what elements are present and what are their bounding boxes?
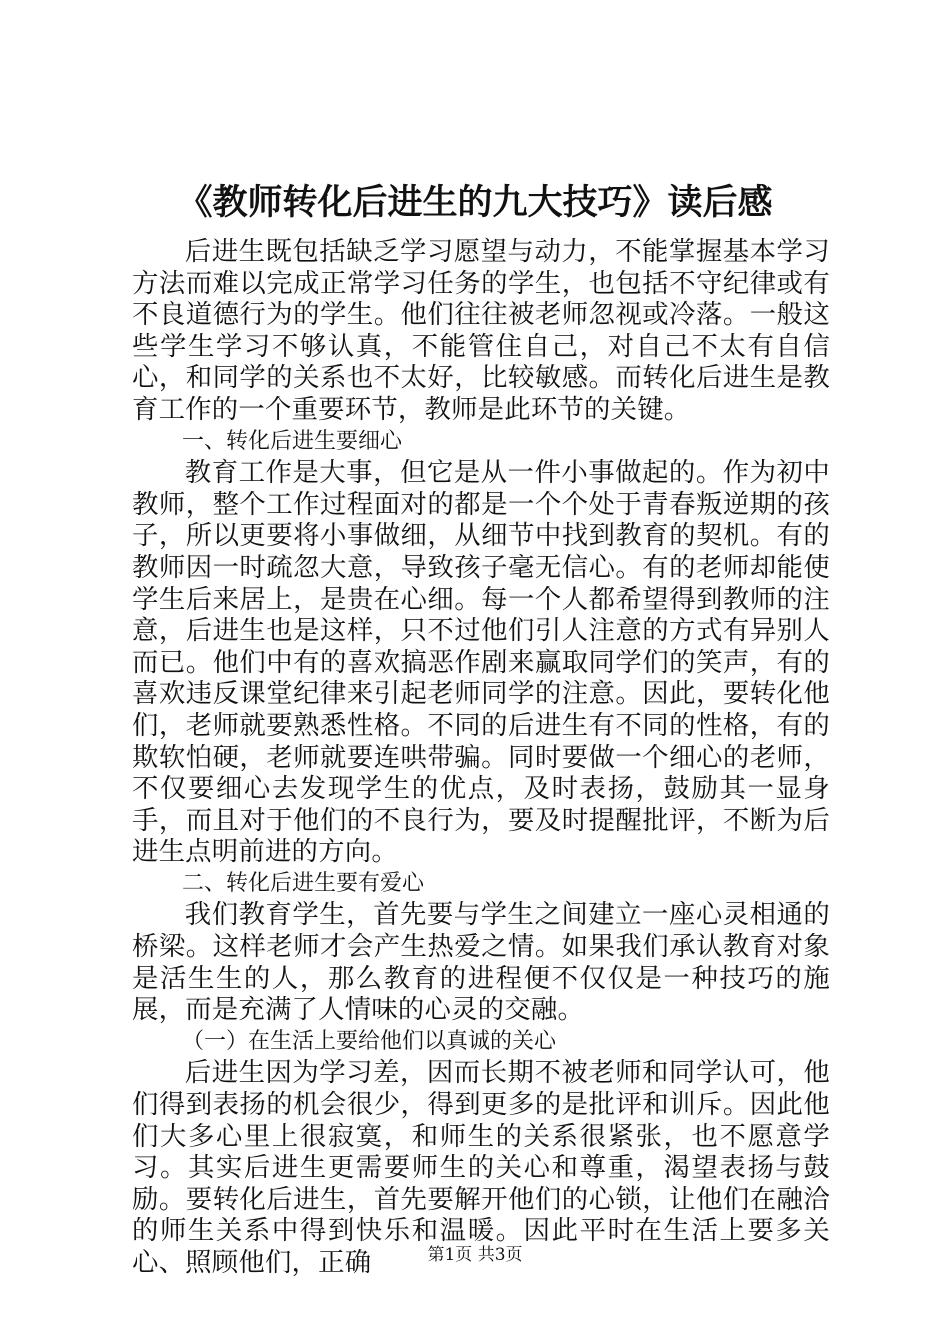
subsection-heading-1: （一）在生活上要给他们以真诚的关心 xyxy=(182,1028,557,1054)
document-body xyxy=(132,236,830,1279)
paragraph-subsection-1: 后进生因为学习差，因而长期不被老师和同学认可，他们得到表扬的机会很少，得到更多的是批评和训斥。因此他们大多心里上很寂寞，和师生的关系很紧张，也不愿意学习。其实后进生更需要师生的关心和尊重，渴望表扬与鼓励。要转化后进生，首先要解开他们的心锁，让他们在融洽的师生关系中得到快乐和温暖。因此平时在生活上要多关心、照顾他们，正确 xyxy=(132,1057,830,1278)
paragraph-section-1: 教育工作是大事，但它是从一件小事做起的。作为初中教师，整个工作过程面对的都是一个个处于青春叛逆期的孩子，所以更要将小事做细，从细节中找到教育的契机。有的教师因一时疏忽大意，导致孩子毫无信心。有的老师却能使学生后来居上，是贵在心细。每一个人都希望得到教师的注意，后进生也是这样，只不过他们引人注意的方式有异别人而已。他们中有的喜欢搞恶作剧来赢取同学们的笑声，有的喜欢违反课堂纪律来引起老师同学的注意。因此，要转化他们，老师就要熟悉性格。不同的后进生有不同的性格，有的欺软怕硬，老师就要连哄带骗。同时要做一个细心的老师，不仅要细心去发现学生的优点，及时表扬，鼓励其一显身手，而且对于他们的不良行为，要及时提醒批评，不断为后进生点明前进的方向。 xyxy=(132,457,830,868)
document-title: 《教师转化后进生的九大技巧》读后感 xyxy=(177,182,773,223)
paragraph-intro: 后进生既包括缺乏学习愿望与动力，不能掌握基本学习方法而难以完成正常学习任务的学生，也包括不守纪律或有不良道德行为的学生。他们往往被老师忽视或冷落。一般这些学生学习不够认真，不能管住自己，对自己不太有自信心，和同学的关系也不太好，比较敏感。而转化后进生是教育工作的一个重要环节，教师是此环节的关键。 xyxy=(132,236,830,425)
section-heading-2: 二、转化后进生要有爱心 xyxy=(182,870,425,896)
page-number-footer: 第1页 共3页 xyxy=(427,1245,523,1265)
section-heading-1: 一、转化后进生要细心 xyxy=(182,428,403,454)
paragraph-section-2: 我们教育学生，首先要与学生之间建立一座心灵相通的桥梁。这样老师才会产生热爱之情。如果我们承认教育对象是活生生的人，那么教育的进程便不仅仅是一种技巧的施展，而是充满了人情味的心灵的交融。 xyxy=(132,899,830,1026)
